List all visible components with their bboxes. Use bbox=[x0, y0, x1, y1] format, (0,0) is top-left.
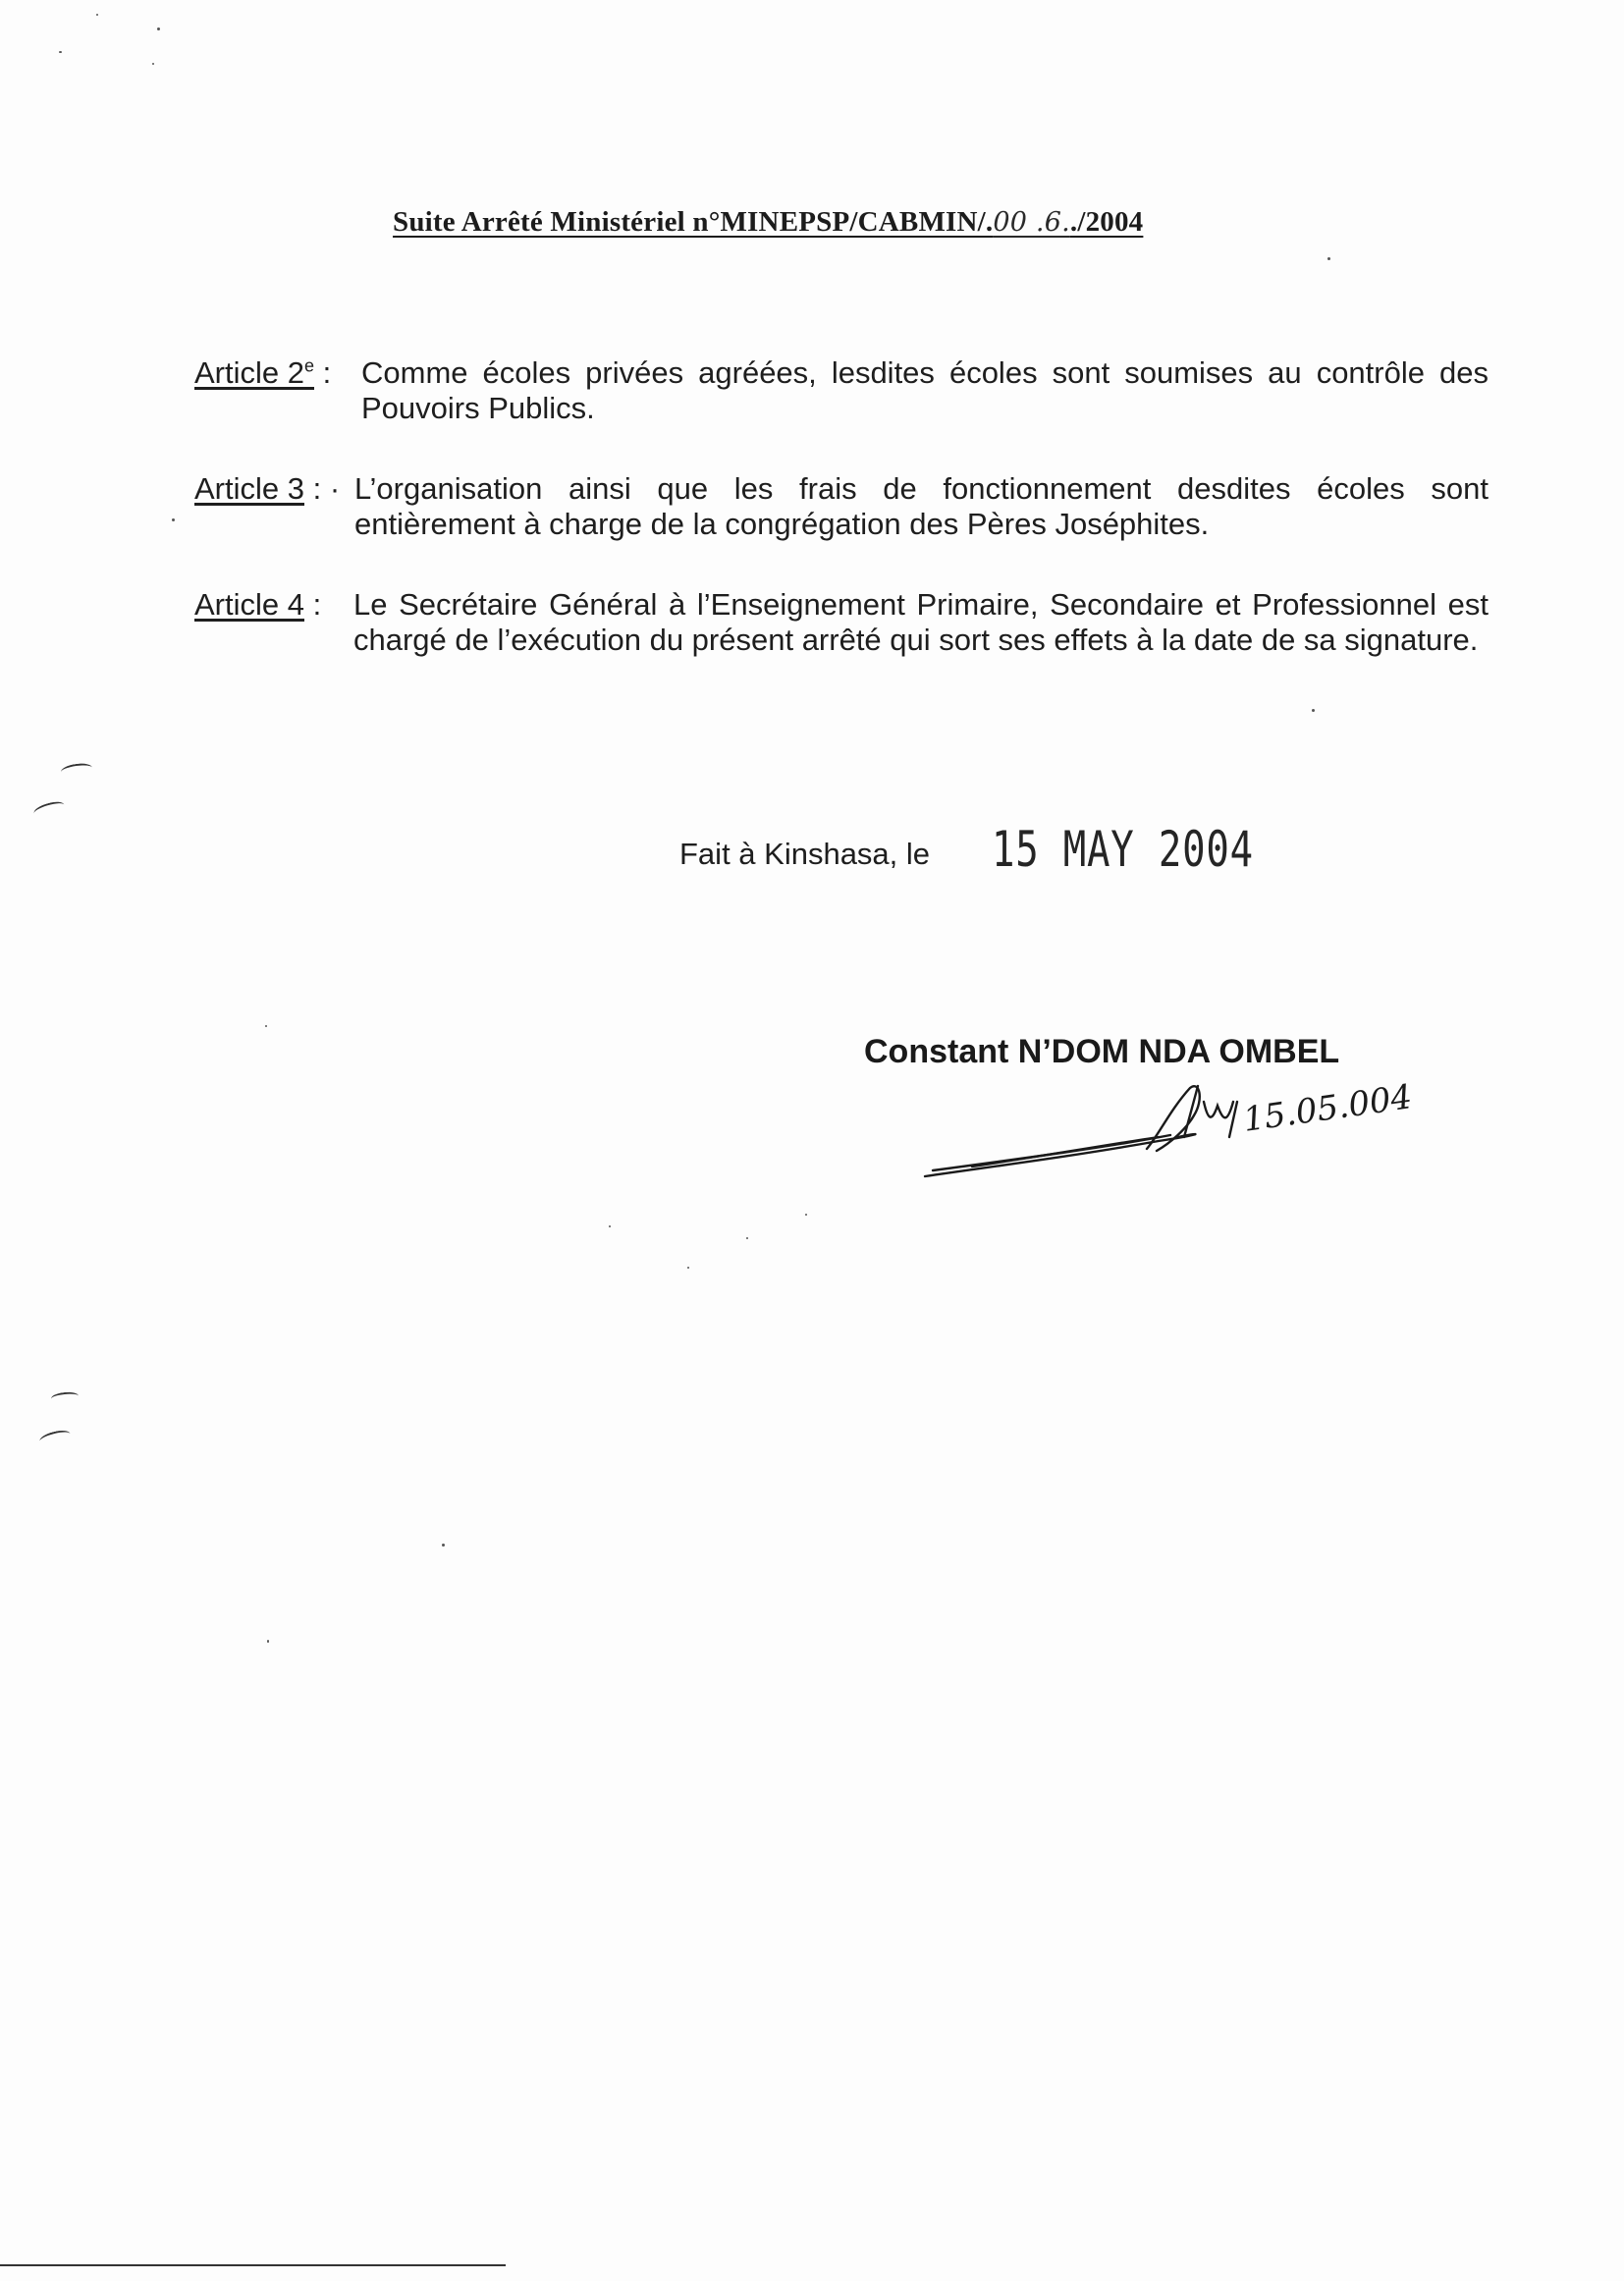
footer-rule bbox=[0, 2264, 506, 2266]
signatory-name: Constant N’DOM NDA OMBEL bbox=[864, 1033, 1340, 1070]
article-label-separator: : bbox=[303, 587, 322, 622]
place-of-signing: Fait à Kinshasa, le bbox=[679, 837, 931, 871]
handwritten-signature bbox=[913, 1041, 1443, 1198]
scan-speck bbox=[157, 27, 160, 30]
article-label-separator: : · bbox=[303, 471, 341, 506]
scan-speck bbox=[265, 1025, 267, 1027]
scan-speck bbox=[687, 1267, 689, 1269]
scan-speck bbox=[172, 518, 175, 521]
article-body: Le Secrétaire Général à l’Enseignement Primaire, Secondaire et Professionnel est chargé de l’exécution du présent arrêté qui sort ses effets à la date de sa signature. bbox=[353, 587, 1489, 657]
article-label bbox=[194, 587, 321, 623]
scan-speck bbox=[59, 51, 62, 53]
scan-speck bbox=[152, 63, 154, 65]
document-title bbox=[393, 206, 1335, 239]
scan-speck bbox=[267, 1640, 269, 1643]
scan-speck bbox=[1327, 257, 1330, 260]
scan-speck bbox=[609, 1225, 611, 1227]
title-text: Suite Arrêté Ministériel n°MINEPSP/CABMIN/. bbox=[393, 206, 994, 238]
article-label bbox=[194, 471, 340, 507]
scan-edge-mark bbox=[51, 1391, 80, 1404]
scan-edge-mark bbox=[38, 1428, 72, 1446]
article-label-text: Article 2 bbox=[194, 355, 304, 390]
handwritten-reference-number: 00​ .6. bbox=[993, 207, 1070, 238]
title-year: ./2004 bbox=[1069, 206, 1144, 238]
scan-edge-mark bbox=[60, 762, 92, 778]
article-label bbox=[194, 355, 331, 391]
scan-speck bbox=[805, 1214, 807, 1216]
signature-handwritten-date: 15.05.004 bbox=[1240, 1077, 1415, 1140]
article-body: L’organisation ainsi que les frais de fonctionnement desdites écoles sont entièrement à charge de la congrégation des Pères Joséphites. bbox=[354, 471, 1489, 541]
scan-speck bbox=[442, 1544, 445, 1547]
article-label-separator: : bbox=[314, 355, 332, 390]
scan-speck bbox=[96, 14, 98, 16]
scan-speck bbox=[746, 1237, 748, 1239]
scan-speck bbox=[1312, 709, 1315, 712]
date-stamp: 15 MAY 2004 bbox=[992, 821, 1254, 878]
article-label-text: Article 4 bbox=[194, 587, 304, 622]
article-label-superscript: e bbox=[303, 355, 314, 376]
article-label-text: Article 3 bbox=[194, 471, 304, 506]
article-body: Comme écoles privées agréées, lesdites écoles sont soumises au contrôle des Pouvoirs Publics. bbox=[361, 355, 1489, 425]
scan-edge-mark bbox=[32, 799, 66, 819]
